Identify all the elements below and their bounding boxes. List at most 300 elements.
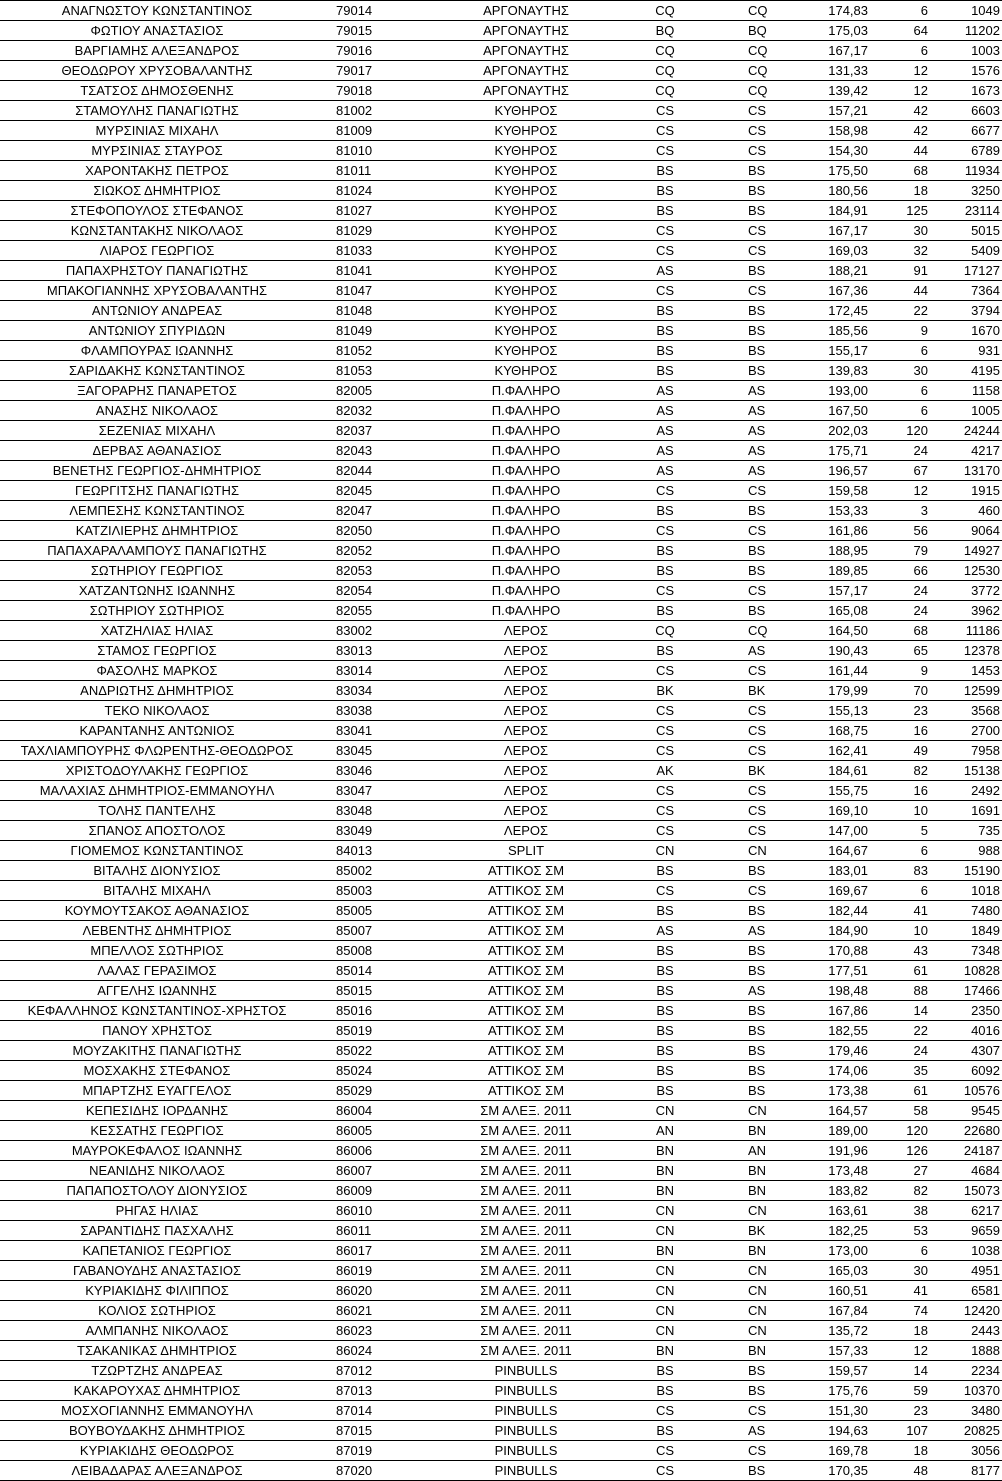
player-code: 82043 [314,441,436,461]
table-row [0,241,1002,261]
games-count: 9 [888,661,928,681]
player-code: 83038 [314,701,436,721]
total-pins: 6789 [928,141,1002,161]
average-score: 164,57 [808,1101,888,1121]
category-b: CS [734,1441,808,1461]
category-a: CN [616,1201,734,1221]
player-name: ΘΕΟΔΩΡΟΥ ΧΡΥΣΟΒΑΛΑΝΤΗΣ [0,61,314,81]
category-b: AS [734,381,808,401]
category-b: CQ [734,61,808,81]
category-b: BN [734,1121,808,1141]
average-score: 160,51 [808,1281,888,1301]
average-score: 151,30 [808,1401,888,1421]
player-code: 87014 [314,1401,436,1421]
player-name: ΑΝΑΓΝΩΣΤΟΥ ΚΩΝΣΤΑΝΤΙΝΟΣ [0,1,314,21]
player-name: ΚΟΥΜΟΥΤΣΑΚΟΣ ΑΘΑΝΑΣΙΟΣ [0,901,314,921]
category-b: CS [734,721,808,741]
total-pins: 3056 [928,1441,1002,1461]
player-name: ΣΠΑΝΟΣ ΑΠΟΣΤΟΛΟΣ [0,821,314,841]
average-score: 155,75 [808,781,888,801]
player-code: 82032 [314,401,436,421]
total-pins: 6603 [928,101,1002,121]
player-code: 81033 [314,241,436,261]
total-pins: 15138 [928,761,1002,781]
table-row [0,41,1002,61]
player-code: 81047 [314,281,436,301]
games-count: 53 [888,1221,928,1241]
player-code: 86024 [314,1341,436,1361]
player-name: ΧΑΤΖΑΝΤΩΝΗΣ ΙΩΑΝΝΗΣ [0,581,314,601]
category-b: BQ [734,21,808,41]
player-name: ΛΕΙΒΑΔΑΡΑΣ ΑΛΕΞΑΝΔΡΟΣ [0,1461,314,1481]
club-name: ΣΜ ΑΛΕΞ. 2011 [436,1121,616,1141]
club-name: ΛΕΡΟΣ [436,821,616,841]
table-row [0,1221,1002,1241]
player-code: 85007 [314,921,436,941]
club-name: ΑΡΓΟΝΑΥΤΗΣ [436,21,616,41]
player-code: 87019 [314,1441,436,1461]
table-row [0,1041,1002,1061]
category-b: CN [734,1261,808,1281]
category-b: AN [734,1141,808,1161]
total-pins: 3568 [928,701,1002,721]
games-count: 16 [888,721,928,741]
player-code: 82037 [314,421,436,441]
player-name: ΦΩΤΙΟΥ ΑΝΑΣΤΑΣΙΟΣ [0,21,314,41]
total-pins: 5015 [928,221,1002,241]
total-pins: 20825 [928,1421,1002,1441]
category-b: BS [734,561,808,581]
average-score: 194,63 [808,1421,888,1441]
total-pins: 2350 [928,1001,1002,1021]
category-a: AS [616,401,734,421]
table-row [0,921,1002,941]
total-pins: 6581 [928,1281,1002,1301]
club-name: ΛΕΡΟΣ [436,641,616,661]
player-name: ΑΓΓΕΛΗΣ ΙΩΑΝΝΗΣ [0,981,314,1001]
category-b: BN [734,1181,808,1201]
total-pins: 4016 [928,1021,1002,1041]
category-a: CS [616,741,734,761]
average-score: 170,88 [808,941,888,961]
games-count: 61 [888,961,928,981]
games-count: 23 [888,701,928,721]
category-a: BS [616,1081,734,1101]
player-name: ΑΝΑΣΗΣ ΝΙΚΟΛΑΟΣ [0,401,314,421]
games-count: 6 [888,881,928,901]
club-name: PINBULLS [436,1401,616,1421]
player-name: ΣΩΤΗΡΙΟΥ ΓΕΩΡΓΙΟΣ [0,561,314,581]
category-b: BS [734,601,808,621]
club-name: PINBULLS [436,1361,616,1381]
average-score: 167,50 [808,401,888,421]
category-a: CS [616,1441,734,1461]
player-name: ΚΥΡΙΑΚΙΔΗΣ ΦΙΛΙΠΠΟΣ [0,1281,314,1301]
player-code: 84013 [314,841,436,861]
games-count: 42 [888,121,928,141]
average-score: 184,91 [808,201,888,221]
total-pins: 12378 [928,641,1002,661]
average-score: 184,90 [808,921,888,941]
player-name: ΣΤΑΜΟΣ ΓΕΩΡΓΙΟΣ [0,641,314,661]
category-b: BN [734,1241,808,1261]
average-score: 164,67 [808,841,888,861]
player-name: ΜΟΥΖΑΚΙΤΗΣ ΠΑΝΑΓΙΩΤΗΣ [0,1041,314,1061]
games-count: 6 [888,1241,928,1261]
table-row [0,521,1002,541]
category-a: CS [616,581,734,601]
club-name: ΣΜ ΑΛΕΞ. 2011 [436,1141,616,1161]
total-pins: 8177 [928,1461,1002,1481]
category-b: CQ [734,41,808,61]
average-score: 167,17 [808,41,888,61]
total-pins: 2234 [928,1361,1002,1381]
player-name: ΚΩΝΣΤΑΝΤΑΚΗΣ ΝΙΚΟΛΑΟΣ [0,221,314,241]
total-pins: 12599 [928,681,1002,701]
player-name: ΒΕΝΕΤΗΣ ΓΕΩΡΓΙΟΣ-ΔΗΜΗΤΡΙΟΣ [0,461,314,481]
total-pins: 1158 [928,381,1002,401]
category-b: CS [734,661,808,681]
player-name: ΒΟΥΒΟΥΔΑΚΗΣ ΔΗΜΗΤΡΙΟΣ [0,1421,314,1441]
club-name: Π.ΦΑΛΗΡΟ [436,541,616,561]
player-code: 85003 [314,881,436,901]
club-name: ΛΕΡΟΣ [436,621,616,641]
category-b: AS [734,921,808,941]
club-name: ΛΕΡΟΣ [436,741,616,761]
games-count: 61 [888,1081,928,1101]
category-a: BS [616,641,734,661]
player-code: 83045 [314,741,436,761]
table-row [0,61,1002,81]
table-row [0,441,1002,461]
total-pins: 12420 [928,1301,1002,1321]
category-b: AS [734,641,808,661]
club-name: Π.ΦΑΛΗΡΟ [436,381,616,401]
player-name: ΠΑΠΑΧΑΡΑΛΑΜΠΟΥΣ ΠΑΝΑΓΙΩΤΗΣ [0,541,314,561]
player-name: ΛΕΒΕΝΤΗΣ ΔΗΜΗΤΡΙΟΣ [0,921,314,941]
games-count: 24 [888,1041,928,1061]
total-pins: 988 [928,841,1002,861]
table-row [0,321,1002,341]
category-b: BS [734,1061,808,1081]
games-count: 6 [888,841,928,861]
table-row [0,1301,1002,1321]
player-code: 81041 [314,261,436,281]
club-name: ΑΡΓΟΝΑΥΤΗΣ [436,41,616,61]
table-row [0,221,1002,241]
table-row [0,581,1002,601]
player-code: 87012 [314,1361,436,1381]
total-pins: 735 [928,821,1002,841]
player-code: 82053 [314,561,436,581]
table-row [0,881,1002,901]
player-code: 83013 [314,641,436,661]
player-name: ΜΟΣΧΟΓΙΑΝΝΗΣ ΕΜΜΑΝΟΥΗΛ [0,1401,314,1421]
table-row [0,381,1002,401]
table-row [0,461,1002,481]
games-count: 6 [888,341,928,361]
category-b: CS [734,741,808,761]
player-code: 81002 [314,101,436,121]
table-row [0,401,1002,421]
games-count: 24 [888,601,928,621]
average-score: 162,41 [808,741,888,761]
games-count: 44 [888,281,928,301]
club-name: PINBULLS [436,1421,616,1441]
average-score: 184,61 [808,761,888,781]
player-name: ΚΑΡΑΝΤΑΝΗΣ ΑΝΤΩΝΙΟΣ [0,721,314,741]
total-pins: 10576 [928,1081,1002,1101]
total-pins: 4684 [928,1161,1002,1181]
player-name: ΛΙΑΡΟΣ ΓΕΩΡΓΙΟΣ [0,241,314,261]
average-score: 188,95 [808,541,888,561]
total-pins: 1003 [928,41,1002,61]
table-row [0,1081,1002,1101]
category-b: BS [734,321,808,341]
player-code: 83046 [314,761,436,781]
category-b: CS [734,581,808,601]
average-score: 188,21 [808,261,888,281]
average-score: 167,86 [808,1001,888,1021]
table-row [0,1,1002,21]
player-code: 81024 [314,181,436,201]
average-score: 175,71 [808,441,888,461]
category-a: BS [616,321,734,341]
average-score: 183,01 [808,861,888,881]
average-score: 163,61 [808,1201,888,1221]
table-row [0,1181,1002,1201]
average-score: 180,56 [808,181,888,201]
club-name: Π.ΦΑΛΗΡΟ [436,461,616,481]
club-name: PINBULLS [436,1461,616,1481]
total-pins: 1915 [928,481,1002,501]
average-score: 159,58 [808,481,888,501]
table-row [0,1461,1002,1481]
total-pins: 9545 [928,1101,1002,1121]
club-name: ΑΤΤΙΚΟΣ ΣΜ [436,901,616,921]
category-a: CS [616,221,734,241]
player-name: ΡΗΓΑΣ ΗΛΙΑΣ [0,1201,314,1221]
player-name: ΤΣΑΚΑΝΙΚΑΣ ΔΗΜΗΤΡΙΟΣ [0,1341,314,1361]
table-row [0,961,1002,981]
category-a: CS [616,881,734,901]
club-name: Π.ΦΑΛΗΡΟ [436,581,616,601]
club-name: ΑΡΓΟΝΑΥΤΗΣ [436,1,616,21]
table-row [0,681,1002,701]
club-name: PINBULLS [436,1381,616,1401]
club-name: ΚΥΘΗΡΟΣ [436,101,616,121]
results-table-body [0,1,1002,1481]
games-count: 18 [888,181,928,201]
games-count: 79 [888,541,928,561]
total-pins: 6677 [928,121,1002,141]
club-name: ΣΜ ΑΛΕΞ. 2011 [436,1221,616,1241]
average-score: 179,46 [808,1041,888,1061]
category-a: BS [616,301,734,321]
category-a: CS [616,781,734,801]
player-code: 82045 [314,481,436,501]
player-name: ΜΠΕΛΛΟΣ ΣΩΤΗΡΙΟΣ [0,941,314,961]
total-pins: 4217 [928,441,1002,461]
table-row [0,1161,1002,1181]
table-row [0,741,1002,761]
player-code: 86017 [314,1241,436,1261]
category-a: CN [616,1221,734,1241]
table-row [0,361,1002,381]
player-code: 83014 [314,661,436,681]
category-a: BS [616,161,734,181]
category-a: CQ [616,41,734,61]
player-code: 85019 [314,1021,436,1041]
club-name: Π.ΦΑΛΗΡΟ [436,421,616,441]
average-score: 177,51 [808,961,888,981]
table-row [0,1421,1002,1441]
category-b: CS [734,281,808,301]
category-a: CS [616,1401,734,1421]
club-name: Π.ΦΑΛΗΡΟ [436,521,616,541]
category-b: BS [734,1381,808,1401]
total-pins: 3962 [928,601,1002,621]
player-code: 82044 [314,461,436,481]
total-pins: 1849 [928,921,1002,941]
category-b: BS [734,901,808,921]
table-row [0,1141,1002,1161]
player-code: 85008 [314,941,436,961]
club-name: Π.ΦΑΛΗΡΟ [436,441,616,461]
player-code: 86009 [314,1181,436,1201]
games-count: 70 [888,681,928,701]
category-a: AS [616,921,734,941]
category-a: CN [616,1281,734,1301]
table-row [0,621,1002,641]
club-name: ΚΥΘΗΡΟΣ [436,341,616,361]
games-count: 125 [888,201,928,221]
table-row [0,1241,1002,1261]
category-a: AS [616,261,734,281]
table-row [0,821,1002,841]
player-code: 81048 [314,301,436,321]
category-a: BS [616,941,734,961]
average-score: 167,17 [808,221,888,241]
player-name: ΛΕΜΠΕΣΗΣ ΚΩΝΣΤΑΝΤΙΝΟΣ [0,501,314,521]
total-pins: 1673 [928,81,1002,101]
club-name: ΑΤΤΙΚΟΣ ΣΜ [436,921,616,941]
games-count: 35 [888,1061,928,1081]
category-a: BS [616,901,734,921]
category-a: BS [616,181,734,201]
category-a: CS [616,721,734,741]
table-row [0,861,1002,881]
category-a: BS [616,601,734,621]
club-name: ΣΜ ΑΛΕΞ. 2011 [436,1301,616,1321]
category-a: BS [616,341,734,361]
table-row [0,561,1002,581]
category-b: CS [734,821,808,841]
club-name: ΚΥΘΗΡΟΣ [436,141,616,161]
category-b: CS [734,521,808,541]
player-name: ΦΛΑΜΠΟΥΡΑΣ ΙΩΑΝΝΗΣ [0,341,314,361]
club-name: ΚΥΘΗΡΟΣ [436,361,616,381]
games-count: 22 [888,301,928,321]
category-a: CN [616,1301,734,1321]
category-b: BS [734,341,808,361]
category-a: BS [616,861,734,881]
club-name: ΛΕΡΟΣ [436,801,616,821]
player-code: 81052 [314,341,436,361]
player-name: ΤΕΚΟ ΝΙΚΟΛΑΟΣ [0,701,314,721]
games-count: 22 [888,1021,928,1041]
average-score: 182,25 [808,1221,888,1241]
table-row [0,1061,1002,1081]
games-count: 6 [888,41,928,61]
average-score: 172,45 [808,301,888,321]
category-b: BS [734,941,808,961]
club-name: ΣΜ ΑΛΕΞ. 2011 [436,1181,616,1201]
games-count: 12 [888,481,928,501]
player-name: ΚΕΦΑΛΛΗΝΟΣ ΚΩΝΣΤΑΝΤΙΝΟΣ-ΧΡΗΣΤΟΣ [0,1001,314,1021]
category-a: CN [616,841,734,861]
total-pins: 1005 [928,401,1002,421]
category-b: BK [734,761,808,781]
category-b: BS [734,1021,808,1041]
category-b: CS [734,781,808,801]
average-score: 173,48 [808,1161,888,1181]
average-score: 154,30 [808,141,888,161]
category-b: BS [734,1461,808,1481]
games-count: 120 [888,1121,928,1141]
category-a: CQ [616,61,734,81]
table-row [0,1101,1002,1121]
category-b: BN [734,1161,808,1181]
average-score: 189,85 [808,561,888,581]
player-name: ΒΙΤΑΛΗΣ ΔΙΟΝΥΣΙΟΣ [0,861,314,881]
games-count: 18 [888,1441,928,1461]
player-code: 83002 [314,621,436,641]
player-code: 81029 [314,221,436,241]
games-count: 120 [888,421,928,441]
games-count: 30 [888,221,928,241]
category-b: CS [734,1401,808,1421]
category-b: BS [734,181,808,201]
category-b: CQ [734,1,808,21]
club-name: ΑΤΤΙΚΟΣ ΣΜ [436,861,616,881]
player-code: 79017 [314,61,436,81]
club-name: ΣΜ ΑΛΕΞ. 2011 [436,1261,616,1281]
category-a: CS [616,821,734,841]
category-a: CN [616,1321,734,1341]
player-name: ΠΑΠΑΠΟΣΤΟΛΟΥ ΔΙΟΝΥΣΙΟΣ [0,1181,314,1201]
club-name: ΛΕΡΟΣ [436,761,616,781]
player-code: 85022 [314,1041,436,1061]
player-name: ΑΛΜΠΑΝΗΣ ΝΙΚΟΛΑΟΣ [0,1321,314,1341]
player-code: 85002 [314,861,436,881]
club-name: ΣΜ ΑΛΕΞ. 2011 [436,1101,616,1121]
games-count: 14 [888,1361,928,1381]
category-a: BS [616,1361,734,1381]
category-a: BS [616,981,734,1001]
player-name: ΠΑΠΑΧΡΗΣΤΟΥ ΠΑΝΑΓΙΩΤΗΣ [0,261,314,281]
total-pins: 3480 [928,1401,1002,1421]
category-a: AK [616,761,734,781]
games-count: 91 [888,261,928,281]
category-b: BK [734,1221,808,1241]
player-code: 85005 [314,901,436,921]
games-count: 12 [888,1341,928,1361]
games-count: 6 [888,381,928,401]
table-row [0,1021,1002,1041]
player-code: 85024 [314,1061,436,1081]
total-pins: 3250 [928,181,1002,201]
